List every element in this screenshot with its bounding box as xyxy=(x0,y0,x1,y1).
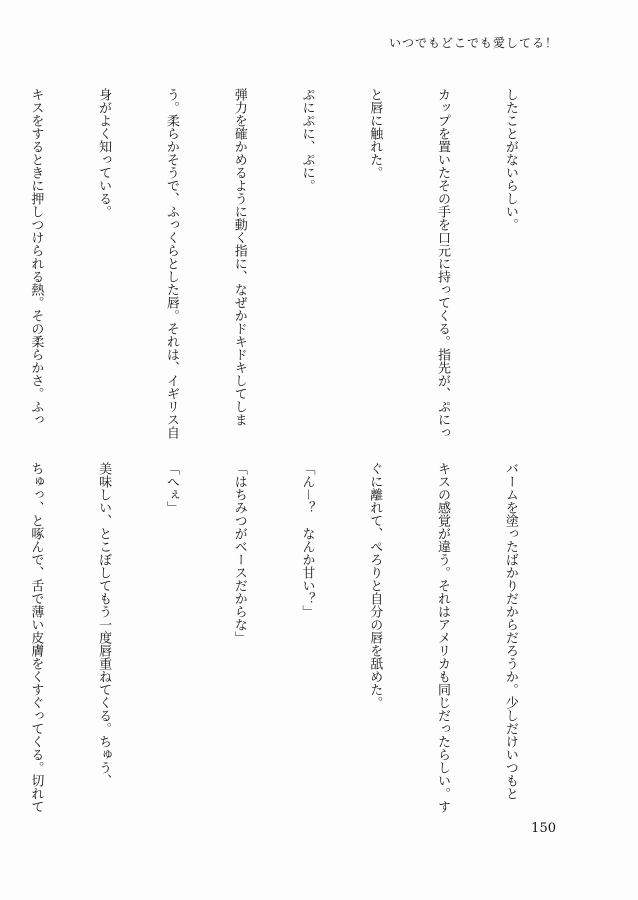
text-line: う。柔らかそうで、ふっくらとした唇。それは、イギリス自 xyxy=(163,88,179,439)
text-line: 「へぇ」 xyxy=(163,462,179,514)
text-line: 美味しい、とこぼしてもう一度唇重ねてくる。ちゅう、 xyxy=(96,462,112,787)
text-line: カップを置いたその手を口元に持ってくる。指先が、ぷにっ xyxy=(435,88,451,439)
text-block-bottom xyxy=(28,462,566,822)
text-line: 身がよく知っている。 xyxy=(96,88,112,218)
page-number: 150 xyxy=(531,821,556,836)
text-line: キスをするときに押しつけられる熱。その柔らかさ。ふっ xyxy=(28,88,44,426)
text-line: 「ん－？ なんか甘い？」 xyxy=(299,462,315,619)
text-line: 弾力を確かめるように動く指に、なぜかドキドキしてしま xyxy=(231,88,247,426)
text-line: したことがないらしい。 xyxy=(502,88,518,231)
text-block-top xyxy=(28,88,566,439)
text-line: ちゅっ、と啄んで、舌で薄い皮膚をくすぐってくる。切れて xyxy=(28,462,44,813)
text-line: バームを塗ったばかりだからだろうか。少しだけいつもと xyxy=(502,462,518,800)
text-line: ぷにぷに、ぷに。 xyxy=(299,88,315,192)
text-line: ぐに離れて、ぺろりと自分の唇を舐めた。 xyxy=(367,462,383,709)
text-line: と唇に触れた。 xyxy=(367,88,383,179)
text-line: 「はちみつがベースだからな」 xyxy=(231,462,247,644)
text-line: キスの感覚が違う。それはアメリカも同じだったらしい。す xyxy=(435,462,451,813)
running-header: いつでもどこでも愛してる！ xyxy=(388,36,558,50)
